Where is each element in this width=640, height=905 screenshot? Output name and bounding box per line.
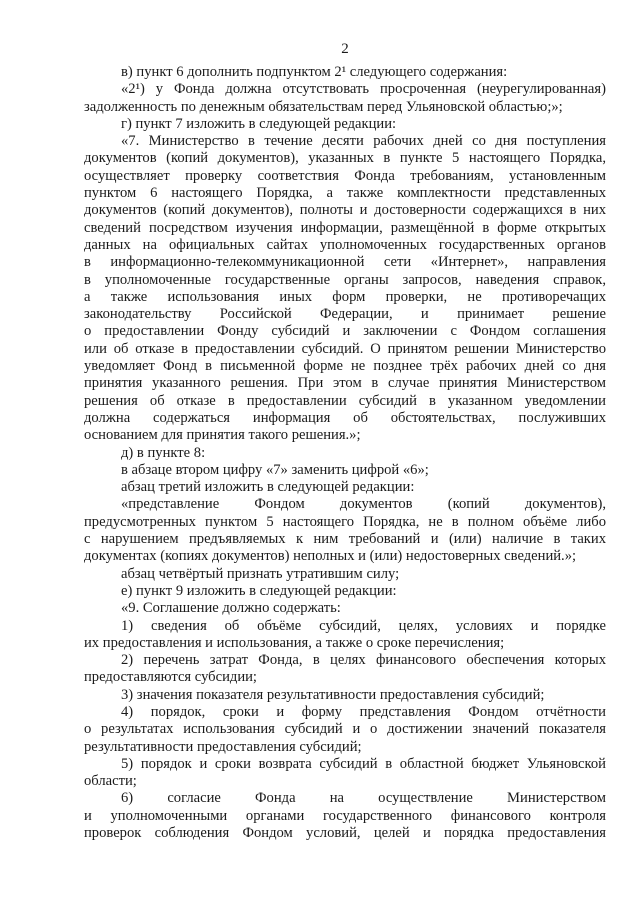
text-line: «2¹) у Фонда должна отсутствовать просроченная (неурегулированная) (121, 81, 606, 98)
text-line: о результатах использования субсидий и о достижении значений показателя (84, 721, 606, 738)
text-line: в уполномоченные государственные органы запросов, наведения справок, (84, 271, 606, 288)
page-number: 2 (341, 41, 349, 57)
text-line: с нарушением предъявляемых к ним требований и (или) наличие в таких (84, 531, 606, 548)
text-line: 1) сведения об объёме субсидий, целях, условиях и порядке (121, 617, 606, 634)
text-line: основанием для принятия такого решения.»; (84, 427, 361, 444)
text-line: документов (копий документов), полноты и достоверности содержащихся в них (84, 202, 606, 219)
text-line: д) в пункте 8: (121, 444, 206, 461)
text-line: 4) порядок, сроки и форму представления Фондом отчётности (121, 703, 606, 720)
text-line: сведений посредством изучения информации, размещённой в форме открытых (84, 219, 606, 236)
text-line: предоставляются субсидии; (84, 669, 257, 686)
text-line: и уполномоченными органами государственного финансового контроля (84, 807, 606, 824)
text-line: законодательству Российской Федерации, и принимает решение (84, 306, 606, 323)
text-line: или об отказе в предоставлении субсидий. О принятом решении Министерство (84, 340, 606, 357)
text-line: данных на официальных сайтах уполномоченных государственных органов (84, 236, 606, 253)
text-line: е) пункт 9 изложить в следующей редакции: (121, 582, 397, 599)
text-line: о предоставлении Фонду субсидий и заключении с Фондом соглашения (84, 323, 606, 340)
text-line: абзац четвёртый признать утратившим силу; (121, 565, 400, 582)
text-line: 2) перечень затрат Фонда, в целях финансового обеспечения которых (121, 652, 606, 669)
text-line: 3) значения показателя результативности предоставления субсидий; (121, 686, 545, 703)
text-line: в абзаце втором цифру «7» заменить цифрой «6»; (121, 461, 429, 478)
text-line: 5) порядок и сроки возврата субсидий в областной бюджет Ульяновской (121, 755, 606, 772)
text-line: документов (копий документов), указанных в пункте 5 настоящего Порядка, (84, 150, 606, 167)
text-line: осуществляет проверку соответствия Фонда требованиям, установленным (84, 167, 606, 184)
text-line: должна содержаться информация об обстоятельствах, послуживших (84, 409, 606, 426)
text-line: предусмотренных пунктом 5 настоящего Порядка, не в полном объёме либо (84, 513, 606, 530)
text-line: а также использования иных форм проверки, не противоречащих (84, 288, 606, 305)
text-line: в информационно-телекоммуникационной сети «Интернет», направления (84, 254, 606, 271)
text-line: в) пункт 6 дополнить подпунктом 2¹ следующего содержания: (121, 64, 508, 80)
text-line: г) пункт 7 изложить в следующей редакции: (121, 115, 397, 132)
text-line: «представление Фондом документов (копий документов), (121, 496, 606, 513)
text-line: проверок соблюдения Фондом условий, целей и порядка предоставления (84, 825, 606, 842)
text-line: их предоставления и использования, а также о сроке перечисления; (84, 634, 505, 651)
text-line: документах (копиях документов) неполных и (или) недостоверных сведений.»; (84, 548, 577, 565)
text-line: принятия указанного решения. При этом в случае принятия Министерством (84, 375, 606, 392)
text-line: уведомляет Фонд в письменной форме не позднее трёх рабочих дней со дня (84, 358, 606, 375)
text-line: решения об отказе в предоставлении субсидий в указанном уведомлении (84, 392, 606, 409)
text-line: «9. Соглашение должно содержать: (121, 600, 341, 617)
text-line: области; (84, 773, 137, 790)
text-line: «7. Министерство в течение десяти рабочих дней со дня поступления (121, 133, 606, 150)
text-line: 6) согласие Фонда на осуществление Министерством (121, 790, 606, 807)
document-body (84, 64, 606, 842)
text-line: пунктом 6 настоящего Порядка, а также комплектности представленных (84, 185, 606, 202)
text-line: абзац третий изложить в следующей редакции: (121, 479, 415, 496)
text-line: задолженность по денежным обязательствам перед Ульяновской областью;»; (84, 98, 563, 115)
text-line: результативности предоставления субсидий; (84, 738, 362, 755)
